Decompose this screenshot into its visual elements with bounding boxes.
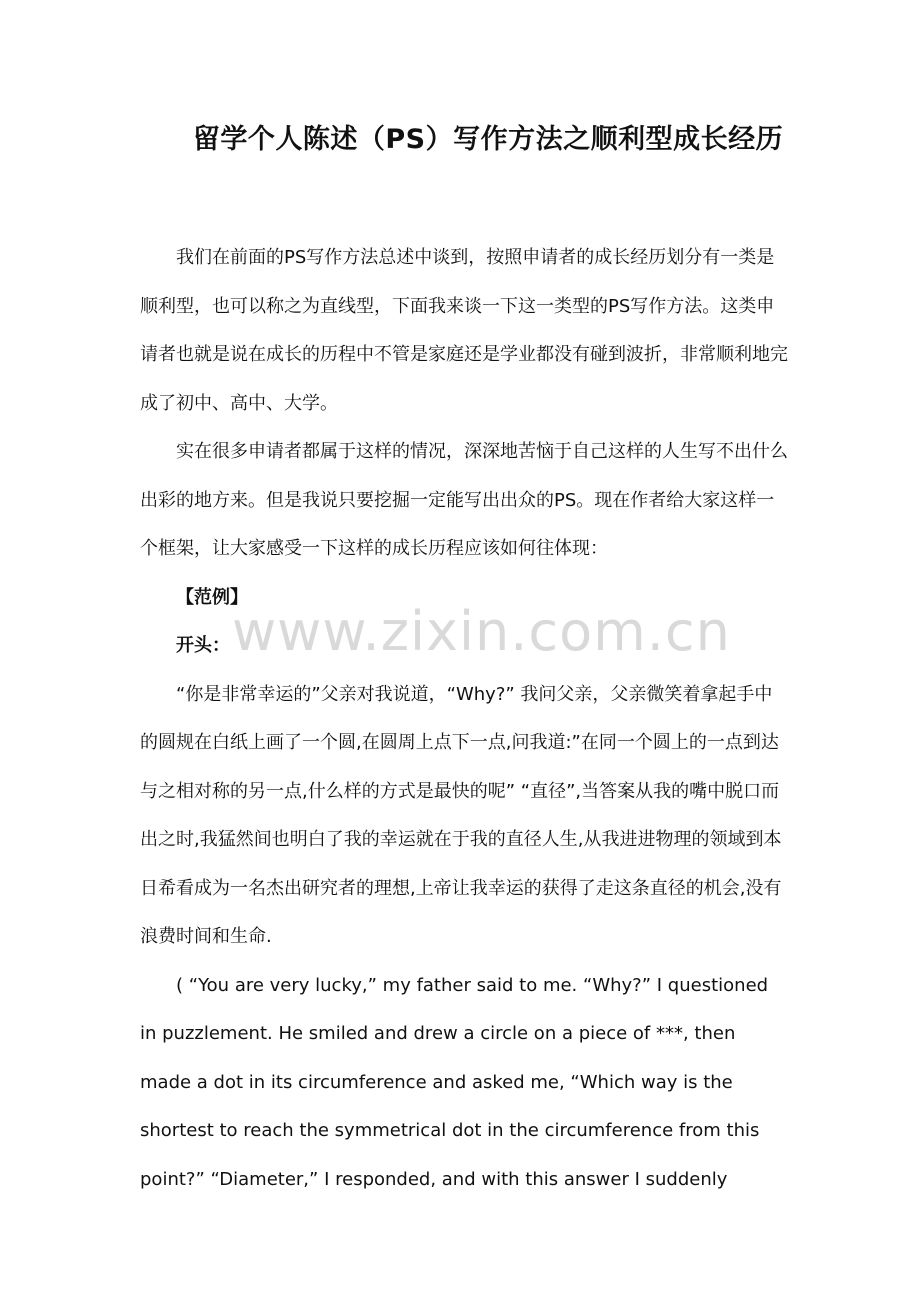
example-quote-chinese: “你是非常幸运的”父亲对我说道，“Why?” 我问父亲，父亲微笑着拿起手中的圆规在白纸上画了一个圆,在圆周上点下一点,问我道:”在同一个圆上的一点到达与之相对称的另一点,什么样的方式是最快的呢” “直径”,当答案从我的嘴中脱口而出之时,我猛然间也明白了我的幸运就在于我的直径人生,从我进进物理的领域到本日希看成为一名杰出研究者的理想,上帝让我幸运的获得了走这条直径的机会,没有浪费时间和生命. — [140, 683, 782, 947]
paragraph-intro: 我们在前面的PS写作方法总述中谈到，按照申请者的成长经历划分有一类是顺利型，也可以称之为直线型，下面我来谈一下这一类型的PS写作方法。这类申请者也就是说在成长的历程中不管是家庭还是学业都没有碰到波折，非常顺利地完成了初中、高中、大学。 — [140, 247, 788, 414]
example-quote-english: ( “You are very lucky,” my father said to me. “Why?” I questioned in puzzlement. He smiled and drew a circle on a piece of ***, then made a dot in its circumference and asked me, “Which way is the shortest to reach the symmetrical dot in the circumference from this point?” “Diameter,” I responded, and with this answer I suddenly — [140, 974, 769, 1190]
document-title: 留学个人陈述（PS）写作方法之顺利型成长经历 — [192, 124, 784, 155]
opening-label: 开头： — [176, 635, 230, 656]
document-body — [140, 234, 788, 1204]
example-label: 【范例】 — [176, 586, 248, 608]
paragraph-framework: 实在很多申请者都属于这样的情况，深深地苦恼于自己这样的人生写不出什么出彩的地方来。但是我说只要挖掘一定能写出出众的PS。现在作者给大家这样一个框架，让大家感受一下这样的成长历程应该如何往体现： — [140, 441, 788, 559]
watermark: www.zixin.com.cn — [232, 600, 731, 663]
